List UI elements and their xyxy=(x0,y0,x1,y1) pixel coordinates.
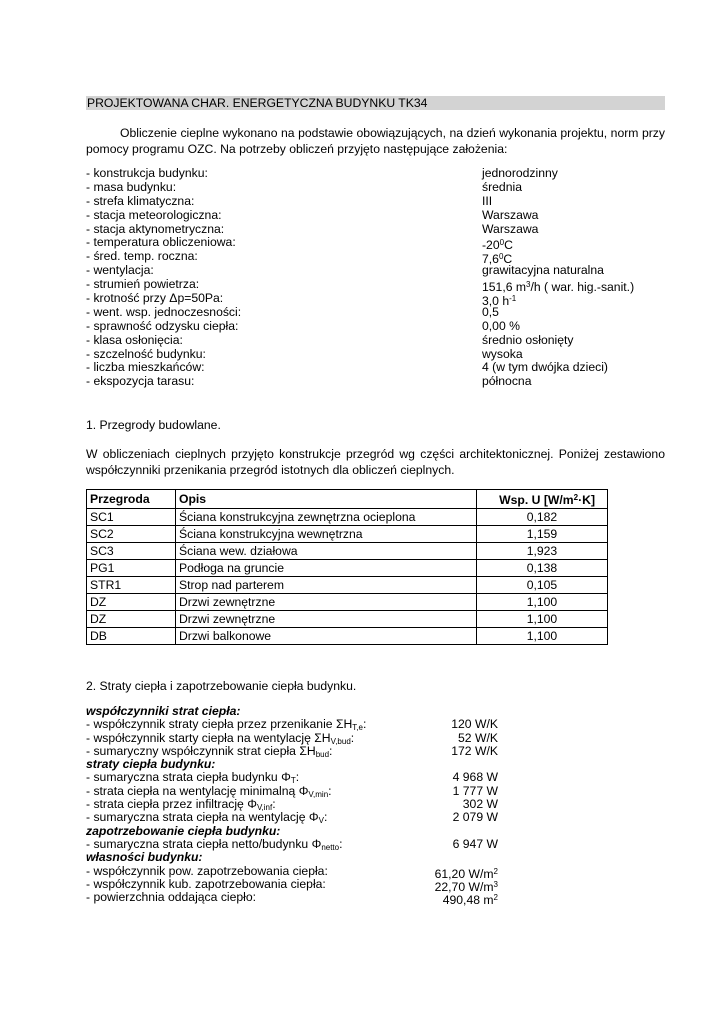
loss-value-sup: 3 xyxy=(493,879,498,889)
parameter-row xyxy=(86,264,665,278)
header-wsp-u-pre: Wsp. U [W/m xyxy=(499,493,574,507)
loss-label-text: - współczynnik straty ciepła przez przenikanie ΣH xyxy=(86,717,353,732)
parameter-row xyxy=(86,306,665,320)
loss-group-header xyxy=(86,851,546,864)
loss-label-sub: V,min xyxy=(308,789,329,799)
cell-opis: Ściana wew. działowa xyxy=(175,543,476,560)
loss-label xyxy=(86,825,280,838)
cell-opis: Podłoga na gruncie xyxy=(175,560,476,577)
intro-text: Obliczenie cieplne wykonano na podstawie obowiązujących, na dzień wykonania projektu, norm przy pomocy programu OZC. Na potrzeby obliczeń przyjęto następujące założenia: xyxy=(86,126,665,156)
loss-label xyxy=(86,758,215,771)
parameter-value-text: średnio osłonięty xyxy=(482,332,574,347)
loss-label-text: - strata ciepła na wentylację minimalną Φ xyxy=(86,783,309,798)
loss-value xyxy=(451,718,498,731)
parameter-row xyxy=(86,181,665,195)
parameter-value xyxy=(482,348,523,362)
parameter-row xyxy=(86,167,665,181)
loss-value-text: 490,48 m xyxy=(442,893,494,908)
parameter-row xyxy=(86,361,665,375)
parameter-row xyxy=(86,334,665,348)
header-przegroda: Przegroda xyxy=(87,490,176,509)
parameter-value-sup: 3 xyxy=(526,280,531,290)
parameter-value-text: wysoka xyxy=(482,346,523,361)
parameter-value-sup: 0 xyxy=(499,238,505,248)
loss-label-post: : xyxy=(350,730,355,745)
parameter-label: - stacja meteorologiczna: xyxy=(86,207,222,222)
document-title: PROJEKTOWANA CHAR. ENERGETYCZNA BUDYNKU TK34 xyxy=(86,96,665,110)
loss-label-post: : xyxy=(328,783,332,798)
cell-opis: Ściana konstrukcyjna zewnętrzna ocieplona xyxy=(175,509,476,526)
loss-value-text: 1 777 W xyxy=(452,783,498,798)
parameter-row xyxy=(86,375,665,389)
loss-label-sub: V,bud xyxy=(330,736,351,746)
loss-value xyxy=(453,838,498,851)
loss-label-text: - współczynnik starty ciepła na wentylację ΣH xyxy=(86,730,331,745)
table-row xyxy=(87,577,608,594)
cell-opis: Drzwi balkonowe xyxy=(175,628,476,645)
parameter-value-text: Warszawa xyxy=(482,207,539,222)
loss-value-text: 120 W/K xyxy=(451,717,498,732)
loss-row xyxy=(86,718,546,731)
loss-label xyxy=(86,865,328,878)
parameter-row xyxy=(86,291,665,309)
parameter-label: - konstrukcja budynku: xyxy=(86,166,208,180)
loss-value-text: 6 947 W xyxy=(452,836,498,851)
loss-value xyxy=(453,771,498,784)
parameter-value xyxy=(482,320,520,334)
loss-row xyxy=(86,890,546,908)
walls-table xyxy=(86,489,608,645)
parameter-label: - śred. temp. roczna: xyxy=(86,249,198,264)
loss-label-text: straty ciepła budynku: xyxy=(86,757,216,772)
section-1-heading: 1. Przegrody budowlane. xyxy=(86,418,221,432)
loss-label-post: : xyxy=(362,717,367,732)
parameter-value-text: grawitacyjna naturalna xyxy=(482,263,604,278)
header-wsp-u xyxy=(476,490,607,509)
cell-opis: Drzwi zewnętrzne xyxy=(175,611,476,628)
cell-przegroda: DZ xyxy=(87,594,176,611)
loss-label-text: - sumaryczny współczynnik strat ciepła ΣH xyxy=(86,743,316,758)
cell-przegroda: SC1 xyxy=(87,509,176,526)
parameter-value xyxy=(482,209,538,223)
cell-wsp-u: 1,100 xyxy=(476,628,607,645)
header-opis: Opis xyxy=(175,490,476,509)
parameter-value-sup: -1 xyxy=(509,294,517,304)
loss-label-sub: bud xyxy=(315,749,330,759)
parameter-label: - stacja aktynometryczna: xyxy=(86,221,225,236)
loss-label-text: - współczynnik pow. zapotrzebowania ciepła: xyxy=(86,863,328,878)
parameter-value-text: 3,0 h xyxy=(482,294,510,309)
loss-row xyxy=(86,876,546,894)
parameter-label: - sprawność odzysku ciepła: xyxy=(86,318,239,333)
loss-label-text: własności budynku: xyxy=(86,850,203,865)
cell-wsp-u: 0,138 xyxy=(476,560,607,577)
loss-row xyxy=(86,811,546,824)
header-wsp-u-sup: 2 xyxy=(573,493,579,502)
loss-group-header xyxy=(86,705,546,718)
loss-label-text: - sumaryczna strata ciepła budynku Φ xyxy=(86,770,291,785)
cell-wsp-u: 0,182 xyxy=(476,509,607,526)
parameter-label: - masa budynku: xyxy=(86,179,177,194)
loss-label-text: współczynniki strat ciepła: xyxy=(86,704,241,718)
parameter-label: - went. wsp. jednoczesności: xyxy=(86,304,242,319)
loss-label-sub: T,e xyxy=(352,723,363,733)
loss-value-text: 172 W/K xyxy=(451,743,498,758)
parameter-label: - temperatura obliczeniowa: xyxy=(86,235,236,250)
loss-value xyxy=(443,891,498,907)
loss-value xyxy=(463,798,498,811)
parameter-value-text: 7,6 xyxy=(482,252,499,267)
loss-row xyxy=(86,732,546,745)
cell-wsp-u: 1,100 xyxy=(476,594,607,611)
loss-label-post: : xyxy=(323,810,328,825)
loss-label-sub: T xyxy=(290,776,296,786)
table-row xyxy=(87,526,608,543)
loss-value-sup: 2 xyxy=(493,866,498,876)
parameter-label: - klasa osłonięcia: xyxy=(86,332,183,347)
loss-value xyxy=(451,745,498,758)
parameter-value-text: III xyxy=(482,193,493,208)
table-row xyxy=(87,594,608,611)
parameter-value-text: 4 (w tym dwójka dzieci) xyxy=(482,360,608,375)
parameter-row xyxy=(86,195,665,209)
parameter-value xyxy=(482,223,538,237)
table-row xyxy=(87,543,608,560)
loss-value xyxy=(453,811,498,824)
loss-label xyxy=(86,878,326,891)
parameter-label: - strefa klimatyczna: xyxy=(86,193,195,208)
loss-value-text: 52 W/K xyxy=(458,730,498,745)
parameter-value xyxy=(482,264,604,278)
cell-opis: Drzwi zewnętrzne xyxy=(175,594,476,611)
cell-wsp-u: 0,105 xyxy=(476,577,607,594)
parameter-value-text: średnia xyxy=(482,179,522,194)
header-wsp-u-post: ·K] xyxy=(578,493,595,507)
parameter-label: - krotność przy Δp=50Pa: xyxy=(86,291,224,306)
section-1-paragraph: W obliczeniach cieplnych przyjęto konstrukcje przegród wg części architektonicznej. Poniżej zestawiono współczynniki przenikania przegród istotnych dla obliczeń cieplnych. xyxy=(86,447,665,477)
loss-label-post: : xyxy=(295,770,300,785)
parameter-value xyxy=(482,306,499,320)
parameter-value-text: 0,00 % xyxy=(482,318,520,333)
loss-label-text: zapotrzebowanie ciepła budynku: xyxy=(86,823,281,838)
parameter-label: - strumień powietrza: xyxy=(86,277,200,292)
parameter-label: - ekspozycja tarasu: xyxy=(86,374,195,389)
table-row xyxy=(87,560,608,577)
cell-opis: Ściana konstrukcyjna wewnętrzna xyxy=(175,526,476,543)
parameter-value xyxy=(482,334,573,348)
parameter-value-sup: 0 xyxy=(498,252,504,262)
parameter-value xyxy=(482,167,558,181)
heat-loss-list xyxy=(86,704,546,908)
loss-value-text: 61,20 W/m xyxy=(434,866,494,881)
parameter-value-after: C xyxy=(503,252,513,267)
cell-opis: Strop nad parterem xyxy=(175,577,476,594)
loss-value-text: 302 W xyxy=(462,797,498,812)
parameter-value xyxy=(482,375,531,389)
loss-label xyxy=(86,891,256,904)
loss-row xyxy=(86,785,546,798)
loss-group-header xyxy=(86,825,546,838)
loss-label xyxy=(86,851,202,864)
loss-label-post: : xyxy=(329,743,333,758)
loss-label-text: - sumaryczna strata ciepła na wentylację Φ xyxy=(86,810,319,825)
loss-label-text: - strata ciepła przez infiltrację Φ xyxy=(86,797,257,812)
loss-row xyxy=(86,838,546,851)
cell-przegroda: DZ xyxy=(87,611,176,628)
cell-przegroda: SC3 xyxy=(87,543,176,560)
parameter-value-text: Warszawa xyxy=(482,221,539,236)
loss-value-sup: 2 xyxy=(493,893,498,903)
loss-row xyxy=(86,798,546,811)
loss-label-post: : xyxy=(339,836,343,851)
cell-przegroda: PG1 xyxy=(87,560,176,577)
parameter-label: - wentylacja: xyxy=(86,263,154,278)
table-row xyxy=(87,628,608,645)
parameter-value-text: -20 xyxy=(482,238,500,253)
loss-value-text: 22,70 W/m xyxy=(434,879,494,894)
loss-value-text: 2 079 W xyxy=(452,810,498,825)
parameter-row xyxy=(86,348,665,362)
loss-row xyxy=(86,771,546,784)
section-2-heading: 2. Straty ciepła i zapotrzebowanie ciepła budynku. xyxy=(86,679,357,693)
loss-value xyxy=(458,732,498,745)
loss-value-text: 4 968 W xyxy=(452,770,498,785)
loss-label-text: - sumaryczna strata ciepła netto/budynku Φ xyxy=(86,836,322,851)
loss-row xyxy=(86,745,546,758)
parameter-row xyxy=(86,277,665,295)
loss-value xyxy=(453,785,498,798)
loss-label-text: - współczynnik kub. zapotrzebowania ciepła: xyxy=(86,876,326,891)
table-row xyxy=(87,611,608,628)
loss-label xyxy=(86,705,240,718)
parameter-row xyxy=(86,209,665,223)
parameter-row xyxy=(86,235,665,253)
loss-label-sub: V,inf xyxy=(256,803,273,813)
loss-group-header xyxy=(86,758,546,771)
cell-wsp-u: 1,923 xyxy=(476,543,607,560)
parameter-label: - liczba mieszkańców: xyxy=(86,360,205,375)
loss-label-sub: V xyxy=(318,816,324,826)
loss-label-text: - powierzchnia oddająca ciepło: xyxy=(86,890,257,905)
parameter-value-text: 151,6 m xyxy=(482,280,527,295)
parameter-value-after: C xyxy=(504,238,513,253)
parameter-value-text: 0,5 xyxy=(482,304,499,319)
intro-paragraph xyxy=(86,125,665,157)
walls-table-header-row xyxy=(87,490,608,509)
parameter-value xyxy=(482,181,522,195)
loss-label-post: : xyxy=(272,797,276,812)
parameter-value-after: /h ( war. hig.-sanit.) xyxy=(530,280,635,295)
table-row xyxy=(87,509,608,526)
parameter-row xyxy=(86,249,665,267)
loss-label-sub: netto xyxy=(321,842,340,852)
parameter-row xyxy=(86,320,665,334)
parameter-row xyxy=(86,223,665,237)
cell-wsp-u: 1,159 xyxy=(476,526,607,543)
parameter-value xyxy=(482,361,608,375)
parameter-label: - szczelność budynku: xyxy=(86,346,206,361)
cell-przegroda: STR1 xyxy=(87,577,176,594)
parameter-value xyxy=(482,195,492,209)
parameter-value-text: północna xyxy=(482,374,532,389)
cell-przegroda: DB xyxy=(87,628,176,645)
parameter-value-text: jednorodzinny xyxy=(482,166,558,180)
loss-row xyxy=(86,863,546,881)
cell-przegroda: SC2 xyxy=(87,526,176,543)
cell-wsp-u: 1,100 xyxy=(476,611,607,628)
parameters-list xyxy=(86,167,665,389)
